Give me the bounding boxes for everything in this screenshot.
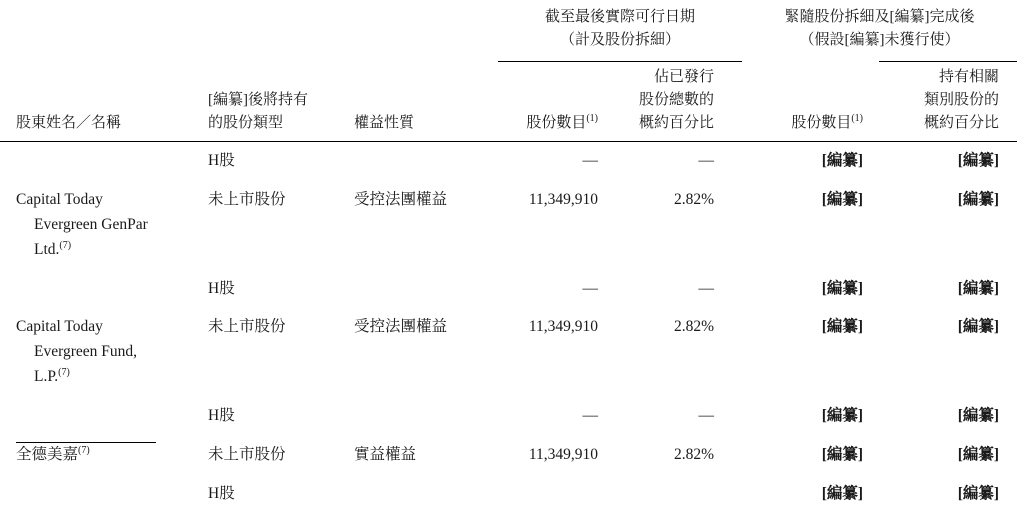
group-header-spacer	[0, 0, 200, 61]
row-shares: —	[582, 152, 598, 170]
row-shares: —	[582, 279, 598, 297]
row-name-line: Capital Today	[16, 318, 103, 336]
row-name-line: L.P.	[34, 368, 59, 386]
col-header-share-type-line1: [編纂]後將持有	[208, 91, 308, 108]
row-name-line: Capital Today	[16, 191, 103, 209]
row-pct: 2.82%	[673, 318, 715, 336]
row-share-type: H股	[208, 484, 235, 502]
row-pct-after: [編纂]	[957, 406, 1000, 424]
col-header-pct-line3: 概約百分比	[639, 115, 715, 131]
row-name-line: 全德美嘉	[16, 445, 79, 463]
row-nature	[348, 270, 498, 309]
row-name-line: Evergreen GenPar	[34, 215, 148, 233]
group-header-spacer	[348, 0, 498, 61]
row-name	[0, 142, 200, 181]
row-name	[0, 181, 200, 270]
row-shares-after: [編纂]	[821, 484, 864, 502]
row-name	[0, 308, 200, 397]
row-shares-after: [編纂]	[821, 445, 864, 463]
col-header-share-type-line2: 的股份類型	[208, 115, 284, 131]
col-header-shares-after-footnote: (1)	[851, 113, 864, 124]
row-nature	[348, 142, 498, 181]
row-share-type: 未上市股份	[208, 318, 286, 336]
col-header-pct-line1: 佔已發行	[654, 68, 715, 85]
row-pct: —	[698, 152, 715, 170]
row-shares: 11,349,910	[528, 318, 598, 336]
column-header-row	[0, 61, 1017, 142]
row-shares-after: [編纂]	[821, 318, 864, 336]
row-name-footnote: (7)	[59, 239, 72, 251]
row-nature	[348, 397, 498, 436]
table-row	[0, 397, 1017, 436]
col-header-shares-footnote: (1)	[586, 113, 598, 124]
row-shares-after: [編纂]	[821, 406, 864, 424]
group-header-current	[498, 0, 742, 61]
col-header-share-type	[200, 61, 348, 142]
group-header-after	[784, 0, 1017, 61]
footnote-divider	[16, 442, 156, 443]
col-header-pct-line2: 股份總數的	[639, 91, 715, 108]
row-share-type: 未上市股份	[208, 445, 286, 463]
table-row	[0, 308, 1017, 397]
table-row	[0, 475, 1017, 513]
row-shares: —	[582, 406, 598, 424]
table-row	[0, 181, 1017, 270]
row-pct: —	[698, 279, 715, 297]
col-header-name	[0, 61, 200, 142]
row-share-type: H股	[208, 406, 235, 424]
row-pct-after: [編纂]	[957, 484, 1000, 502]
row-name	[0, 475, 200, 513]
table-head	[0, 0, 1017, 142]
row-share-type: H股	[208, 152, 235, 170]
group-header-row	[0, 0, 1017, 61]
col-header-pct-after-line2: 類別股份的	[924, 91, 1000, 108]
col-header-shares-line1: 股份數目	[526, 115, 587, 131]
row-shares	[498, 475, 620, 513]
row-pct: 2.82%	[673, 191, 715, 209]
row-shares: 11,349,910	[528, 445, 598, 463]
col-header-pct-after-line3: 概約百分比	[924, 115, 1000, 131]
table-row	[0, 142, 1017, 181]
row-pct: 2.82%	[673, 445, 715, 463]
row-nature: 實益權益	[354, 445, 417, 463]
row-name-line: Ltd.	[34, 240, 60, 258]
row-pct-after: [編纂]	[957, 445, 1000, 463]
col-header-pct-after-line1: 持有相關	[939, 68, 1000, 85]
row-pct-after: [編纂]	[957, 318, 1000, 336]
row-name	[0, 397, 200, 436]
row-nature	[348, 475, 498, 513]
row-pct-after: [編纂]	[957, 279, 1000, 297]
row-nature: 受控法團權益	[354, 318, 448, 336]
row-pct	[620, 475, 742, 513]
row-pct: —	[698, 406, 715, 424]
group-header-after-line2: （假設[編纂]未獲行使）	[799, 32, 960, 49]
row-pct-after: [編纂]	[957, 191, 1000, 209]
group-header-spacer	[200, 0, 348, 61]
col-header-shares-after	[742, 61, 879, 142]
col-header-shares	[498, 61, 620, 142]
row-shares-after: [編纂]	[821, 152, 864, 170]
col-header-name-line1: 股東姓名／名稱	[16, 115, 122, 131]
row-shares-after: [編纂]	[821, 191, 864, 209]
group-header-current-line2: （計及股份拆細）	[560, 32, 681, 49]
col-header-nature-line1: 權益性質	[354, 115, 415, 131]
table-row	[0, 270, 1017, 309]
col-header-nature	[348, 61, 498, 142]
row-shares: 11,349,910	[528, 191, 598, 209]
group-header-current-line1: 截至最後實際可行日期	[545, 9, 696, 25]
row-share-type: H股	[208, 279, 235, 297]
group-header-after-line1: 緊隨股份拆細及[編纂]完成後	[784, 9, 975, 25]
row-pct-after: [編纂]	[957, 152, 1000, 170]
row-shares-after: [編纂]	[821, 279, 864, 297]
row-name-footnote: (7)	[58, 366, 70, 378]
col-header-pct-after	[879, 61, 1017, 142]
col-header-shares-after-line1: 股份數目	[791, 115, 852, 131]
row-name-line: Evergreen Fund,	[34, 343, 138, 361]
row-name	[0, 270, 200, 309]
row-name-footnote: (7)	[78, 444, 90, 456]
col-header-pct	[620, 61, 742, 142]
row-nature: 受控法團權益	[354, 191, 448, 209]
row-share-type: 未上市股份	[208, 191, 286, 209]
table-body	[0, 142, 1017, 513]
